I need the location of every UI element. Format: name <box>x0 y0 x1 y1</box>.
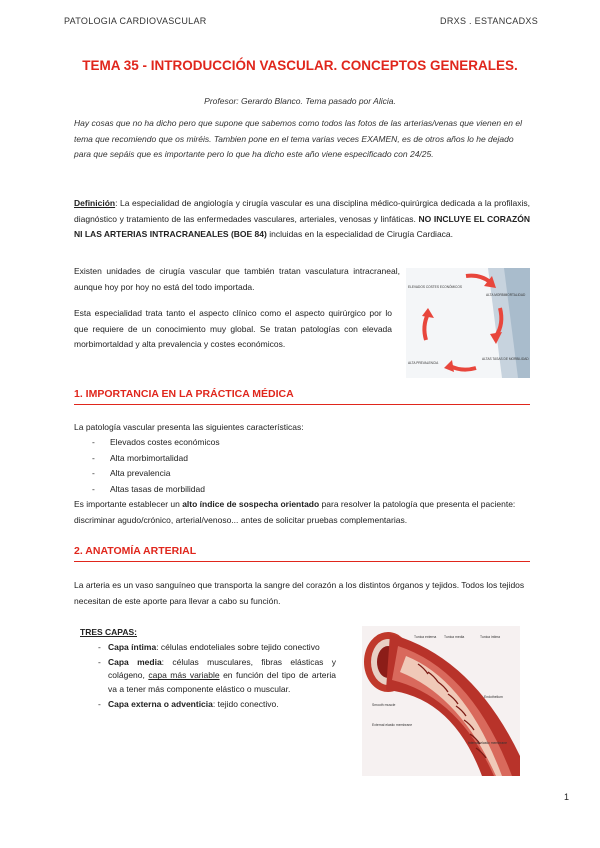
list-item: - Elevados costes económicos <box>74 435 534 451</box>
layer-name: Capa íntima <box>108 642 157 652</box>
diagram-label-bottom-left: ALTA PREVALENCIA <box>408 361 439 365</box>
label-internal-elastic: Internal elastic membrane <box>468 741 508 745</box>
label-external-elastic: External elastic membrane <box>372 723 413 727</box>
arrow-bottom-head <box>444 360 454 372</box>
section1-intro: La patología vascular presenta las siguientes características: <box>74 422 304 432</box>
closing-bold: alto índice de sospecha orientado <box>182 499 320 509</box>
arrow-left-head <box>422 308 434 318</box>
closing-post: para resolver la patología que presenta el paciente: discriminar agudo/crónico, arterial/venoso... antes de solicitar pruebas complementarias. <box>74 499 516 525</box>
arrow-top <box>466 276 490 282</box>
layer-item-intima <box>80 641 336 654</box>
definition-text-2: incluidas en la especialidad de Cirugía Cardiaca. <box>266 229 454 239</box>
arrow-left <box>424 314 428 340</box>
characteristics-list <box>74 435 534 497</box>
section-heading-importancia: 1. IMPORTANCIA EN LA PRÁCTICA MÉDICA <box>74 388 530 405</box>
layer-name: Capa externa o adventicia <box>108 698 213 709</box>
layers-title: TRES CAPAS: <box>80 627 137 637</box>
layer-desc: : tejido conectivo. <box>212 698 279 709</box>
layer-item-media <box>80 656 336 696</box>
layer-name: Capa media <box>108 657 162 668</box>
definition-paragraph <box>74 196 530 243</box>
diagram-label-bottom-right: ALTAS TASAS DE MORBILIDAD <box>482 357 529 361</box>
list-item: - Alta morbimortalidad <box>74 451 534 467</box>
professor-line: Profesor: Gerardo Blanco. Tema pasado por Alicia. <box>204 96 396 106</box>
intro-note: Hay cosas que no ha dicho pero que supone que sabemos como todos las fotos de las arterias/venas que vienen en el tema que recomiendo que os miréis. Tambien pone en el tema varias veces EXAMEN, es de otros años lo he dejado para que sepáis que es importante pero lo que ha dicho este año viene especificado con 24/25. <box>74 118 522 159</box>
section2-intro: La arteria es un vaso sanguíneo que transporta la sangre del corazón a los distintos órganos y tejidos. Todos los tejidos necesitan de este aporte para llevar a cabo su función. <box>74 580 525 606</box>
section1-closing <box>74 497 532 528</box>
diagram-label-top-left: ELEVADOS COSTES ECONÓMICOS <box>408 285 462 289</box>
layer-desc-2: en función del tipo de arteria va a tener más componente elástico o muscular. <box>108 670 336 694</box>
running-header-left: PATOLOGIA CARDIOVASCULAR <box>64 16 207 26</box>
section-heading-anatomia: 2. ANATOMÍA ARTERIAL <box>74 545 530 562</box>
layer-desc: : células musculares, fibras elásticas y colágeno, <box>108 657 336 681</box>
label-tunica-externa: Tunica externa <box>414 635 437 639</box>
label-tunica-intima: Tunica intima <box>480 635 501 639</box>
label-tunica-media: Tunica media <box>444 635 465 639</box>
closing-pre: Es importante establecer un <box>74 499 183 509</box>
cycle-diagram-graphic <box>406 268 530 378</box>
characteristics-cycle-diagram <box>406 268 530 378</box>
definition-bold: NO INCLUYE EL CORAZÓN NI LAS ARTERIAS INTRACRANEALES (BOE 84) <box>74 213 530 239</box>
list-item: - Alta prevalencia <box>74 466 534 482</box>
layer-underline: capa más variable <box>148 670 220 681</box>
page-title: TEMA 35 - INTRODUCCIÓN VASCULAR. CONCEPTOS GENERALES. <box>82 58 518 73</box>
layers-list <box>80 641 336 713</box>
label-endothelium: Endothelium <box>484 695 503 699</box>
paragraph-especialidad: Esta especialidad trata tanto el aspecto clínico como el aspecto quirúrgico por lo que requiere de un conocimiento muy global. Se tratan patologías con elevada morbimortaldad y alta prevalencia y costes económicos. <box>74 308 392 349</box>
artery-layers-illustration <box>362 626 520 776</box>
layer-item-adventicia <box>80 698 336 711</box>
artery-graphic <box>362 626 520 776</box>
definition-label: Definición <box>74 198 116 208</box>
diagram-label-top-right: ALTA MORBIMORTALIDAD <box>486 293 526 297</box>
label-smooth-muscle: Smooth muscle <box>372 703 396 707</box>
definition-text-1: : La especialidad de angiología y cirugía vascular es una disciplina médico-quirúrgica dedicada a la profilaxis, diagnóstico y tratamiento de las enfermedades vasculares, arteriales, venosas y linfáticas. <box>74 198 530 224</box>
list-item: - Altas tasas de morbilidad <box>74 482 534 498</box>
running-header-right: DRXS . ESTANCADXS <box>440 16 538 26</box>
paragraph-intracraneal: Existen unidades de cirugía vascular que también tratan vasculatura intracraneal, aunque hoy por hoy no está del todo importada. <box>74 266 400 292</box>
page-number: 1 <box>564 792 570 802</box>
arrow-bottom <box>450 366 476 370</box>
layer-desc: : células endoteliales sobre tejido conectivo <box>156 642 320 652</box>
